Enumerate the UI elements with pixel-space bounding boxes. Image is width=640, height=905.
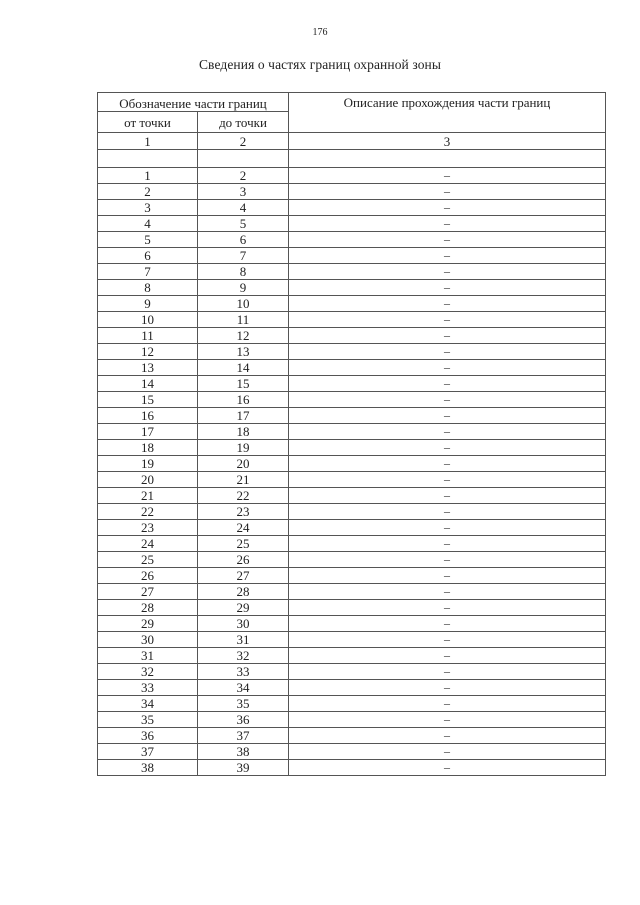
to-point-cell: 6 [198,232,289,248]
description-cell: – [289,232,606,248]
description-cell: – [289,696,606,712]
from-point-cell: 4 [98,216,198,232]
table-row [98,456,606,472]
table-row [98,360,606,376]
table-row [98,744,606,760]
empty-cell [198,150,289,168]
description-cell: – [289,760,606,776]
table-row [98,312,606,328]
to-point-cell: 28 [198,584,289,600]
description-cell: – [289,648,606,664]
table-row [98,168,606,184]
to-point-cell: 38 [198,744,289,760]
empty-cell [289,150,606,168]
to-point-cell: 29 [198,600,289,616]
header-from-point: от точки [98,112,198,133]
table-row [98,712,606,728]
from-point-cell: 15 [98,392,198,408]
description-cell: – [289,440,606,456]
description-cell: – [289,184,606,200]
description-cell: – [289,280,606,296]
to-point-cell: 35 [198,696,289,712]
to-point-cell: 8 [198,264,289,280]
table-row [98,504,606,520]
to-point-cell: 2 [198,168,289,184]
description-cell: – [289,520,606,536]
description-cell: – [289,392,606,408]
table-row [98,728,606,744]
from-point-cell: 26 [98,568,198,584]
from-point-cell: 31 [98,648,198,664]
description-cell: – [289,664,606,680]
from-point-cell: 12 [98,344,198,360]
to-point-cell: 32 [198,648,289,664]
to-point-cell: 7 [198,248,289,264]
description-cell: – [289,600,606,616]
from-point-cell: 1 [98,168,198,184]
to-point-cell: 31 [198,632,289,648]
from-point-cell: 3 [98,200,198,216]
from-point-cell: 29 [98,616,198,632]
from-point-cell: 16 [98,408,198,424]
from-point-cell: 8 [98,280,198,296]
from-point-cell: 19 [98,456,198,472]
table-row [98,408,606,424]
description-cell: – [289,360,606,376]
to-point-cell: 13 [198,344,289,360]
table-row [98,696,606,712]
table-row [98,216,606,232]
to-point-cell: 12 [198,328,289,344]
table-row [98,184,606,200]
table-row [98,328,606,344]
to-point-cell: 39 [198,760,289,776]
to-point-cell: 10 [198,296,289,312]
to-point-cell: 21 [198,472,289,488]
description-cell: – [289,472,606,488]
from-point-cell: 20 [98,472,198,488]
table-row [98,648,606,664]
table-body [98,93,606,776]
description-cell: – [289,168,606,184]
document-title: Сведения о частях границ охранной зоны [198,57,442,72]
from-point-cell: 28 [98,600,198,616]
table-row [98,568,606,584]
to-point-cell: 11 [198,312,289,328]
description-cell: – [289,376,606,392]
to-point-cell: 4 [198,200,289,216]
table-row [98,616,606,632]
to-point-cell: 25 [198,536,289,552]
description-cell: – [289,216,606,232]
description-cell: – [289,504,606,520]
to-point-cell: 9 [198,280,289,296]
from-point-cell: 30 [98,632,198,648]
from-point-cell: 21 [98,488,198,504]
boundary-parts-table [97,92,606,776]
from-point-cell: 13 [98,360,198,376]
page-number: 176 [312,27,328,38]
table-row [98,248,606,264]
description-cell: – [289,728,606,744]
table-row [98,376,606,392]
header-row-column-numbers [98,133,606,150]
header-row-group [98,93,606,112]
column-number-1: 1 [98,133,198,150]
table-row [98,424,606,440]
from-point-cell: 17 [98,424,198,440]
from-point-cell: 23 [98,520,198,536]
column-number-2: 2 [198,133,289,150]
empty-cell [98,150,198,168]
table-row [98,280,606,296]
to-point-cell: 18 [198,424,289,440]
from-point-cell: 14 [98,376,198,392]
to-point-cell: 14 [198,360,289,376]
table-row [98,520,606,536]
description-cell: – [289,568,606,584]
description-cell: – [289,536,606,552]
table-row [98,296,606,312]
from-point-cell: 11 [98,328,198,344]
table-row [98,680,606,696]
table-row [98,488,606,504]
table-row [98,472,606,488]
description-cell: – [289,744,606,760]
from-point-cell: 10 [98,312,198,328]
description-cell: – [289,408,606,424]
to-point-cell: 24 [198,520,289,536]
to-point-cell: 26 [198,552,289,568]
table-row [98,760,606,776]
table-row [98,392,606,408]
from-point-cell: 25 [98,552,198,568]
to-point-cell: 5 [198,216,289,232]
to-point-cell: 16 [198,392,289,408]
to-point-cell: 22 [198,488,289,504]
description-cell: – [289,328,606,344]
empty-row [98,150,606,168]
to-point-cell: 33 [198,664,289,680]
from-point-cell: 2 [98,184,198,200]
table-row [98,232,606,248]
from-point-cell: 7 [98,264,198,280]
from-point-cell: 18 [98,440,198,456]
description-cell: – [289,584,606,600]
description-cell: – [289,296,606,312]
from-point-cell: 36 [98,728,198,744]
to-point-cell: 23 [198,504,289,520]
to-point-cell: 20 [198,456,289,472]
to-point-cell: 19 [198,440,289,456]
from-point-cell: 32 [98,664,198,680]
table-row [98,440,606,456]
from-point-cell: 24 [98,536,198,552]
description-cell: – [289,552,606,568]
description-cell: – [289,488,606,504]
column-number-3: 3 [289,133,606,150]
to-point-cell: 17 [198,408,289,424]
table-row [98,536,606,552]
to-point-cell: 30 [198,616,289,632]
table-row [98,600,606,616]
table-row [98,200,606,216]
table-row [98,344,606,360]
header-description: Описание прохождения части границ [289,93,606,133]
from-point-cell: 9 [98,296,198,312]
description-cell: – [289,680,606,696]
description-cell: – [289,616,606,632]
table-row [98,552,606,568]
from-point-cell: 34 [98,696,198,712]
from-point-cell: 35 [98,712,198,728]
header-to-point: до точки [198,112,289,133]
description-cell: – [289,456,606,472]
to-point-cell: 27 [198,568,289,584]
from-point-cell: 37 [98,744,198,760]
table-row [98,264,606,280]
description-cell: – [289,632,606,648]
description-cell: – [289,424,606,440]
description-cell: – [289,312,606,328]
to-point-cell: 36 [198,712,289,728]
description-cell: – [289,264,606,280]
table-row [98,664,606,680]
from-point-cell: 33 [98,680,198,696]
to-point-cell: 3 [198,184,289,200]
from-point-cell: 27 [98,584,198,600]
from-point-cell: 6 [98,248,198,264]
from-point-cell: 38 [98,760,198,776]
to-point-cell: 15 [198,376,289,392]
to-point-cell: 34 [198,680,289,696]
description-cell: – [289,712,606,728]
table-row [98,632,606,648]
description-cell: – [289,248,606,264]
description-cell: – [289,200,606,216]
from-point-cell: 22 [98,504,198,520]
to-point-cell: 37 [198,728,289,744]
header-boundary-designation: Обозначение части границ [98,93,289,112]
table-row [98,584,606,600]
from-point-cell: 5 [98,232,198,248]
description-cell: – [289,344,606,360]
